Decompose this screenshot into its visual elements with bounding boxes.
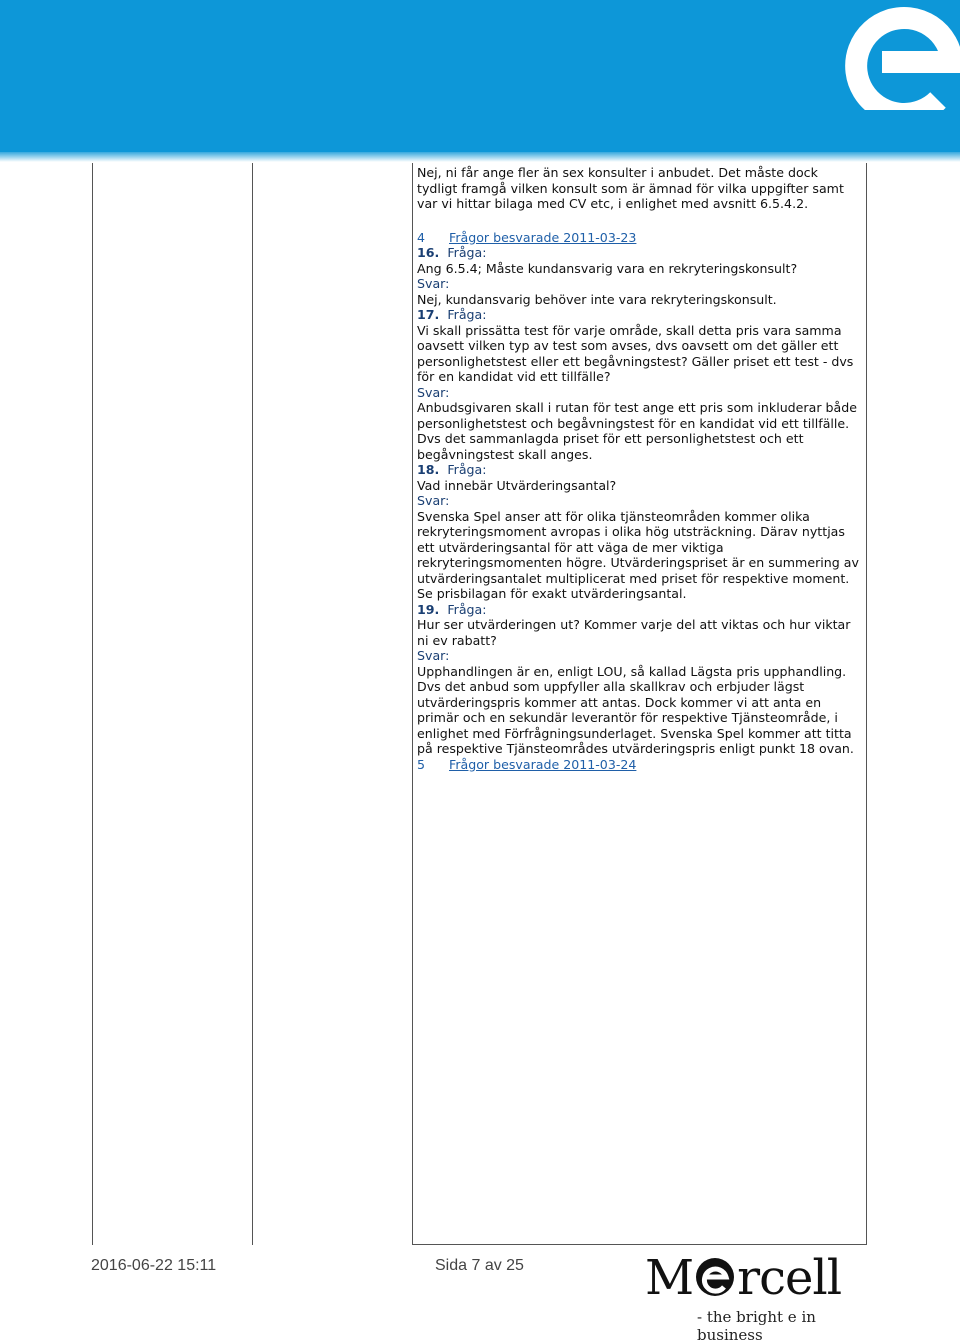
- footer-timestamp: 2016-06-22 15:11: [91, 1257, 217, 1274]
- question-heading-18: 18. Fråga:: [417, 462, 487, 477]
- question-heading-16: 16. Fråga:: [417, 245, 487, 260]
- document-body: [417, 165, 862, 772]
- table-border-col: [252, 163, 253, 1245]
- section-link-4[interactable]: 4 Frågor besvarade 2011-03-23: [417, 229, 637, 245]
- table-border-left: [92, 163, 93, 1245]
- question-text-16: Ang 6.5.4; Måste kundansvarig vara en rekryteringskonsult?: [417, 260, 798, 276]
- table-bottom-line: [412, 1244, 867, 1245]
- answer-text-19: Upphandlingen är en, enligt LOU, så kallad Lägsta pris upphandling. Dvs det anbud som uppfyller alla skallkrav och erbjuder lägst utvärderingspris kommer att antas. Dock kommer vi att anta en primär och en sekundär leverantör för respektive Tjänsteområde, i enlighet med Förfrågningsunderlaget. Svenska Spel kommer att titta på respektive Tjänsteområdes utvärderingspris enligt punkt 18 ovan.: [417, 663, 854, 756]
- question-heading-19: 19. Fråga:: [417, 601, 487, 617]
- intro-answer: Nej, ni får ange fler än sex konsulter i anbudet. Det måste dock tydligt framgå vilken konsult som är ämnad för vilka uppgifter samt var vi hittar bilaga med CV etc, i enlighet med avsnitt 6.5.4.2.: [417, 165, 844, 211]
- answer-label-18: Svar:: [417, 493, 450, 508]
- section-link-5[interactable]: 5 Frågor besvarade 2011-03-24: [417, 756, 637, 772]
- header-band: [0, 0, 960, 152]
- question-heading-17: 17. Fråga:: [417, 307, 487, 322]
- question-text-19: Hur ser utvärderingen ut? Kommer varje del att viktas och hur viktar ni ev rabatt?: [417, 617, 851, 648]
- marcell-brand-logo: [645, 1250, 865, 1344]
- answer-label-17: Svar:: [417, 384, 450, 400]
- table-border-right: [866, 163, 867, 1245]
- answer-text-18: Svenska Spel anser att för olika tjänsteområden kommer olika rekryteringsmoment avropas i olika hög utsträckning. Därav nyttjas ett utvärderingsantal för att väga de mer viktiga rekryteringsmomenten högre. Utvärderingspriset är en summering av utvärderingsantalet multiplicerat med priset för respektive moment. Se prisbilagan för exakt utvärderingsantal.: [417, 508, 859, 601]
- footer-page-number: Sida 7 av 25: [435, 1257, 524, 1274]
- answer-text-16: Nej, kundansvarig behöver inte vara rekryteringskonsult.: [417, 291, 777, 307]
- brand-name: M rcell: [645, 1250, 842, 1306]
- question-text-18: Vad innebär Utvärderingsantal?: [417, 477, 617, 493]
- question-text-17: Vi skall prissätta test för varje område, skall detta pris vara samma oavsett vilken typ av test som avses, dvs oavsett om det gäller ett personlighetstest eller ett begåvningstest? Gäller priset ett test - dvs för en kandidat vid ett tillfälle?: [417, 322, 854, 384]
- brand-tagline: - the bright e in business: [697, 1308, 816, 1344]
- table-border-mid: [412, 163, 413, 1245]
- brand-e-icon: [693, 1257, 737, 1297]
- marcell-e-logo-icon: [820, 0, 960, 110]
- answer-text-17: Anbudsgivaren skall i rutan för test ange ett pris som inkluderar både personlighetstest och begåvningstest för en kandidat vid ett tillfälle. Dvs det sammanlagda priset för ett personlighetstest och ett begåvningstest skall anges.: [417, 400, 857, 462]
- answer-label-19: Svar:: [417, 648, 450, 663]
- answer-label-16: Svar:: [417, 276, 450, 291]
